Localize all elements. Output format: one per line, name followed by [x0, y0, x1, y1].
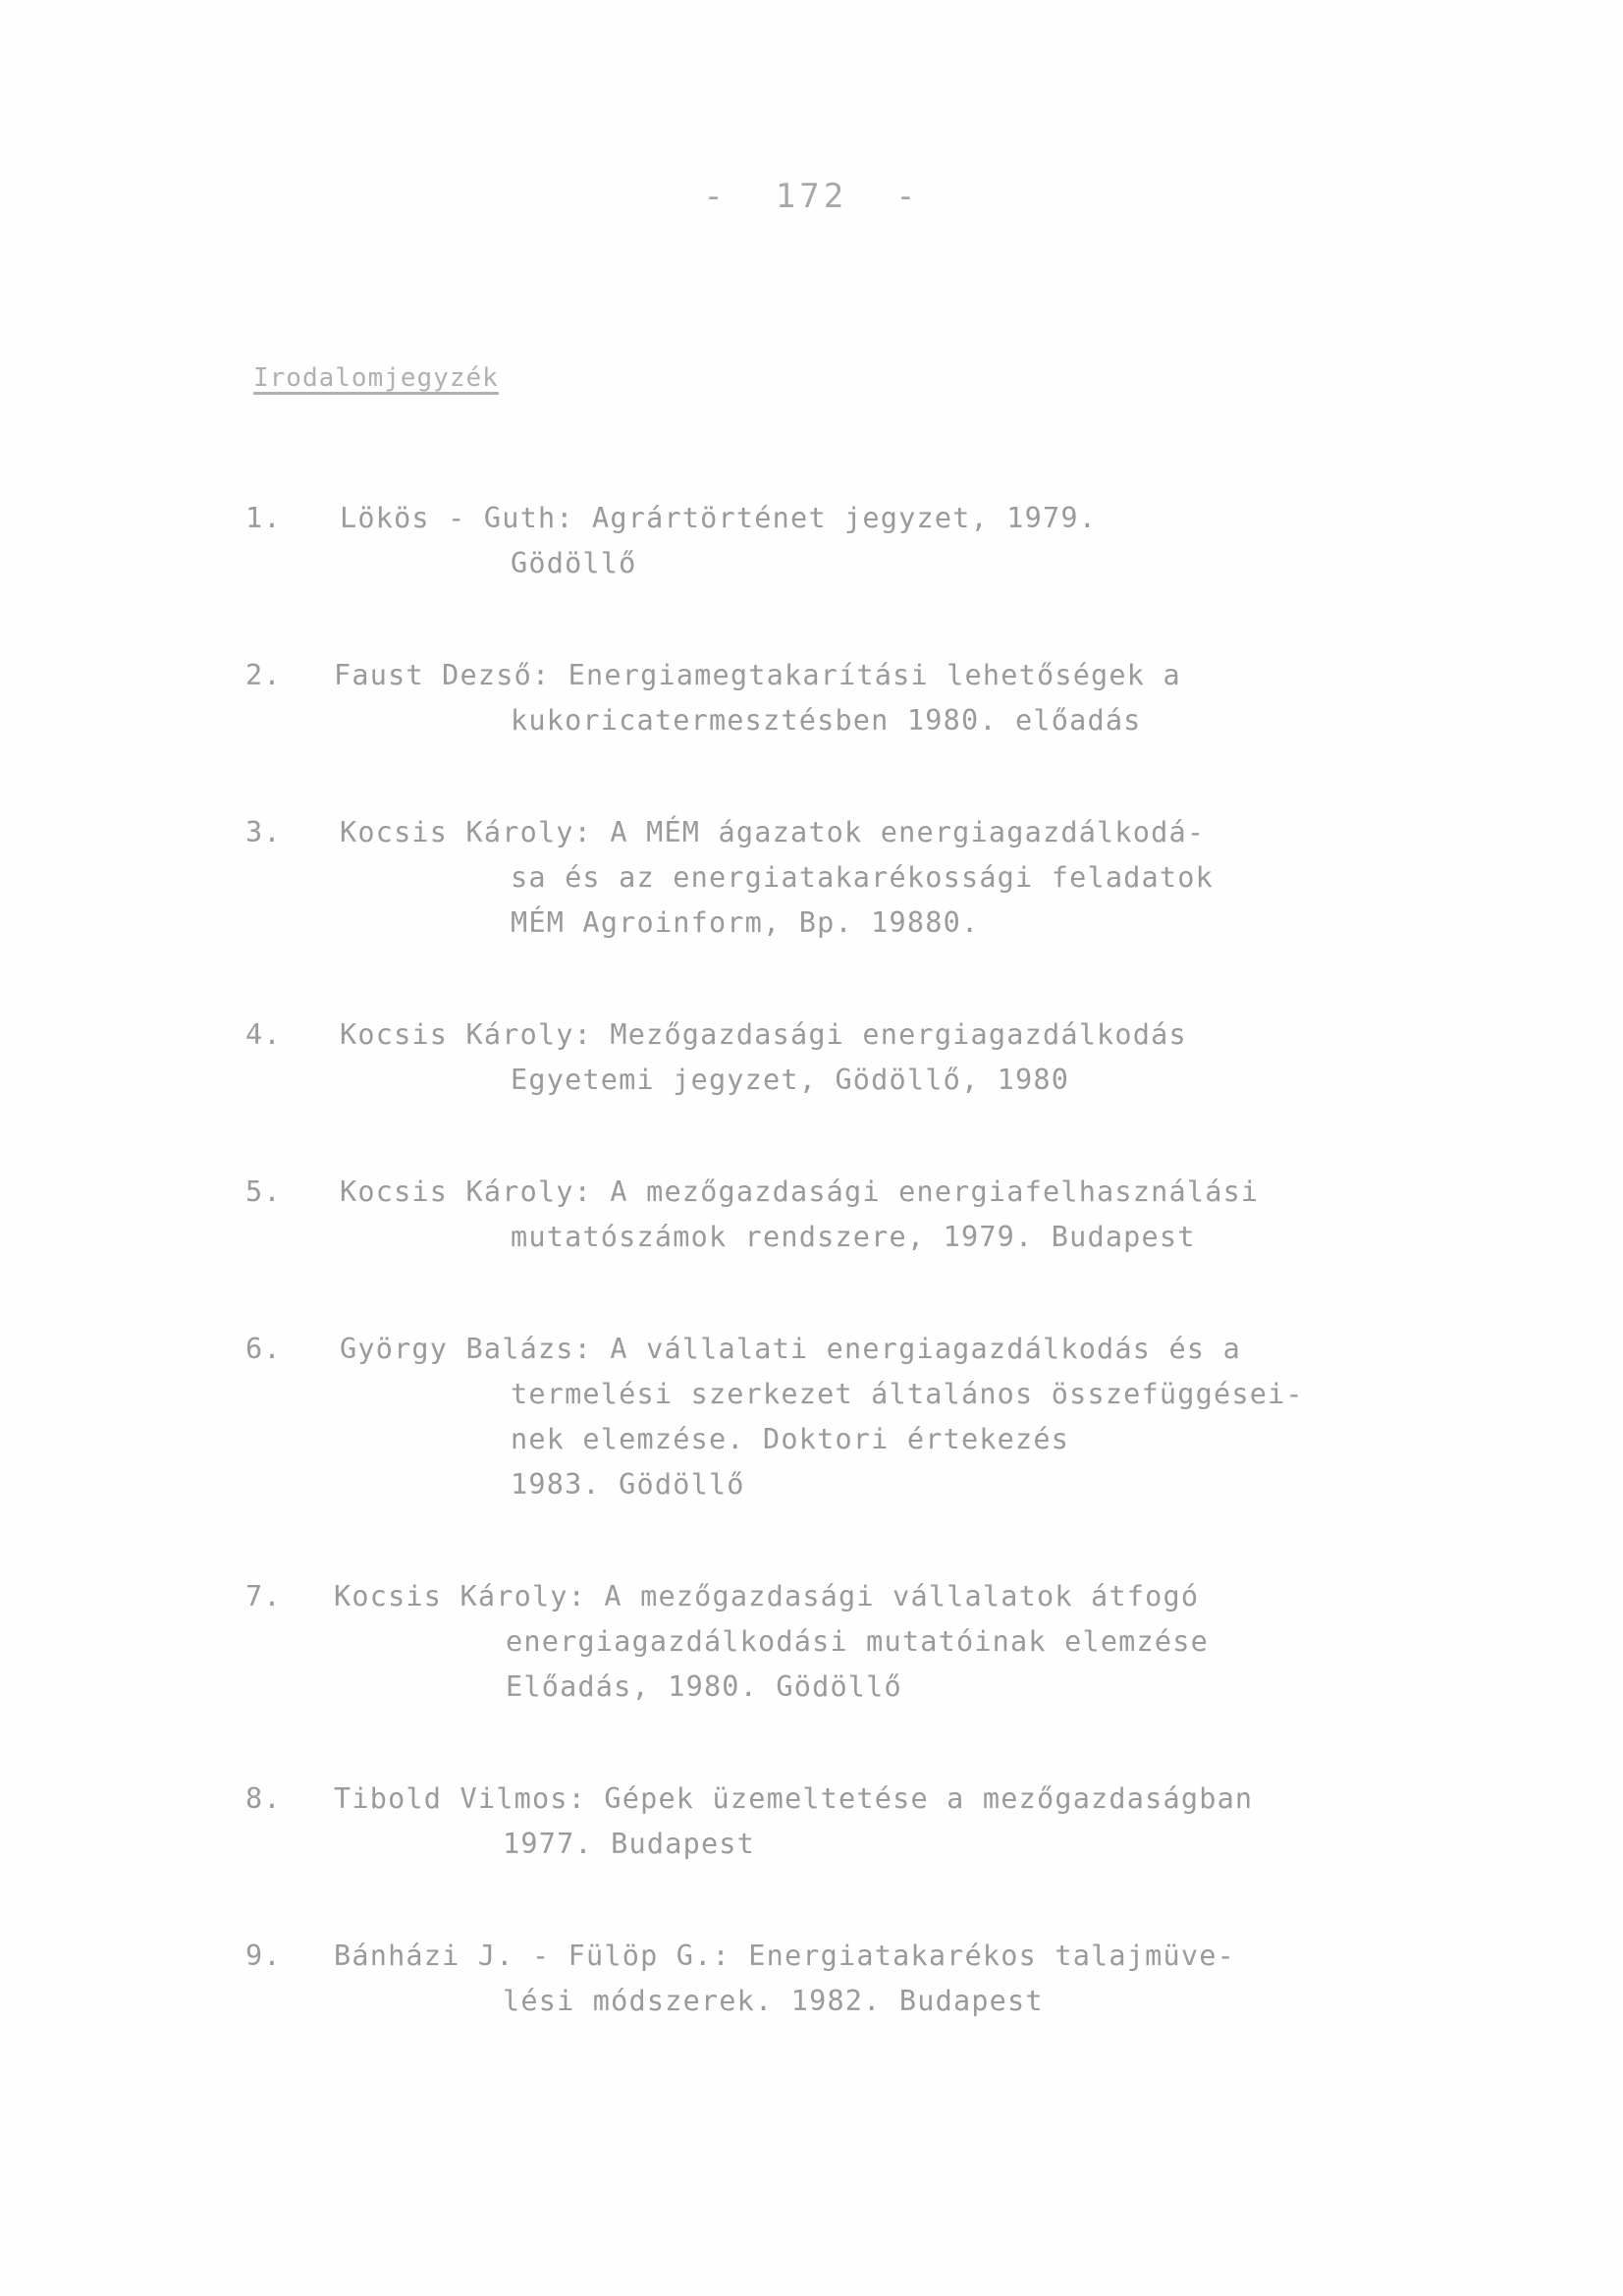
- reference-line: Kocsis Károly: A mezőgazdasági energiafelhasználási: [340, 1175, 1260, 1208]
- reference-line: Előadás, 1980. Gödöllő: [506, 1670, 902, 1703]
- reference-item: [245, 1934, 1365, 2024]
- reference-item: [245, 653, 1365, 743]
- reference-number: 1.: [245, 502, 282, 534]
- reference-line: 1977. Budapest: [503, 1828, 756, 1860]
- reference-number: 2.: [245, 659, 282, 691]
- reference-line: Kocsis Károly: A MÉM ágazatok energiagazdálkodá-: [340, 816, 1206, 848]
- reference-number: 8.: [245, 1782, 282, 1815]
- reference-line: nek elemzése. Doktori értekezés: [511, 1423, 1070, 1455]
- reference-line: Kocsis Károly: A mezőgazdasági vállalatok átfogó: [334, 1580, 1200, 1613]
- reference-number: 7.: [245, 1580, 282, 1613]
- reference-item: [245, 1574, 1365, 1710]
- reference-line: Egyetemi jegyzet, Gödöllő, 1980: [511, 1064, 1070, 1096]
- reference-line: Gödöllő: [511, 547, 637, 579]
- reference-line: Bánházi J. - Fülöp G.: Energiatakarékos talajmüve-: [334, 1940, 1235, 1972]
- reference-item: [245, 1327, 1365, 1507]
- reference-line: lési módszerek. 1982. Budapest: [503, 1985, 1044, 2017]
- reference-number: 5.: [245, 1175, 282, 1208]
- reference-item: [245, 1170, 1365, 1260]
- reference-line: sa és az energiatakarékossági feladatok: [511, 861, 1214, 894]
- reference-line: mutatószámok rendszere, 1979. Budapest: [511, 1221, 1196, 1253]
- reference-line: 1983. Gödöllő: [511, 1468, 745, 1501]
- reference-line: Tibold Vilmos: Gépek üzemeltetése a mezőgazdaságban: [334, 1782, 1254, 1815]
- reference-number: 9.: [245, 1940, 282, 1972]
- reference-line: György Balázs: A vállalati energiagazdálkodás és a: [340, 1333, 1241, 1365]
- reference-line: kukoricatermesztésben 1980. előadás: [511, 704, 1142, 737]
- reference-line: energiagazdálkodási mutatóinak elemzése: [506, 1625, 1209, 1658]
- page-number: - 172 -: [703, 177, 920, 216]
- reference-line: Kocsis Károly: Mezőgazdasági energiagazdálkodás: [340, 1018, 1187, 1051]
- reference-item: [245, 496, 1365, 586]
- reference-line: Faust Dezső: Energiamegtakarítási lehetőségek a: [334, 659, 1181, 691]
- reference-number: 6.: [245, 1333, 282, 1365]
- reference-line: Lökös - Guth: Agrártörténet jegyzet, 1979.: [340, 502, 1098, 534]
- reference-number: 3.: [245, 816, 282, 848]
- reference-item: [245, 810, 1365, 946]
- reference-item: [245, 1012, 1365, 1103]
- reference-list: [245, 496, 1365, 2024]
- reference-line: termelési szerkezet általános összefüggései-: [511, 1378, 1304, 1410]
- reference-line: MÉM Agroinform, Bp. 19880.: [511, 906, 980, 939]
- reference-number: 4.: [245, 1018, 282, 1051]
- reference-item: [245, 1777, 1365, 1867]
- section-heading: Irodalomjegyzék: [253, 363, 499, 393]
